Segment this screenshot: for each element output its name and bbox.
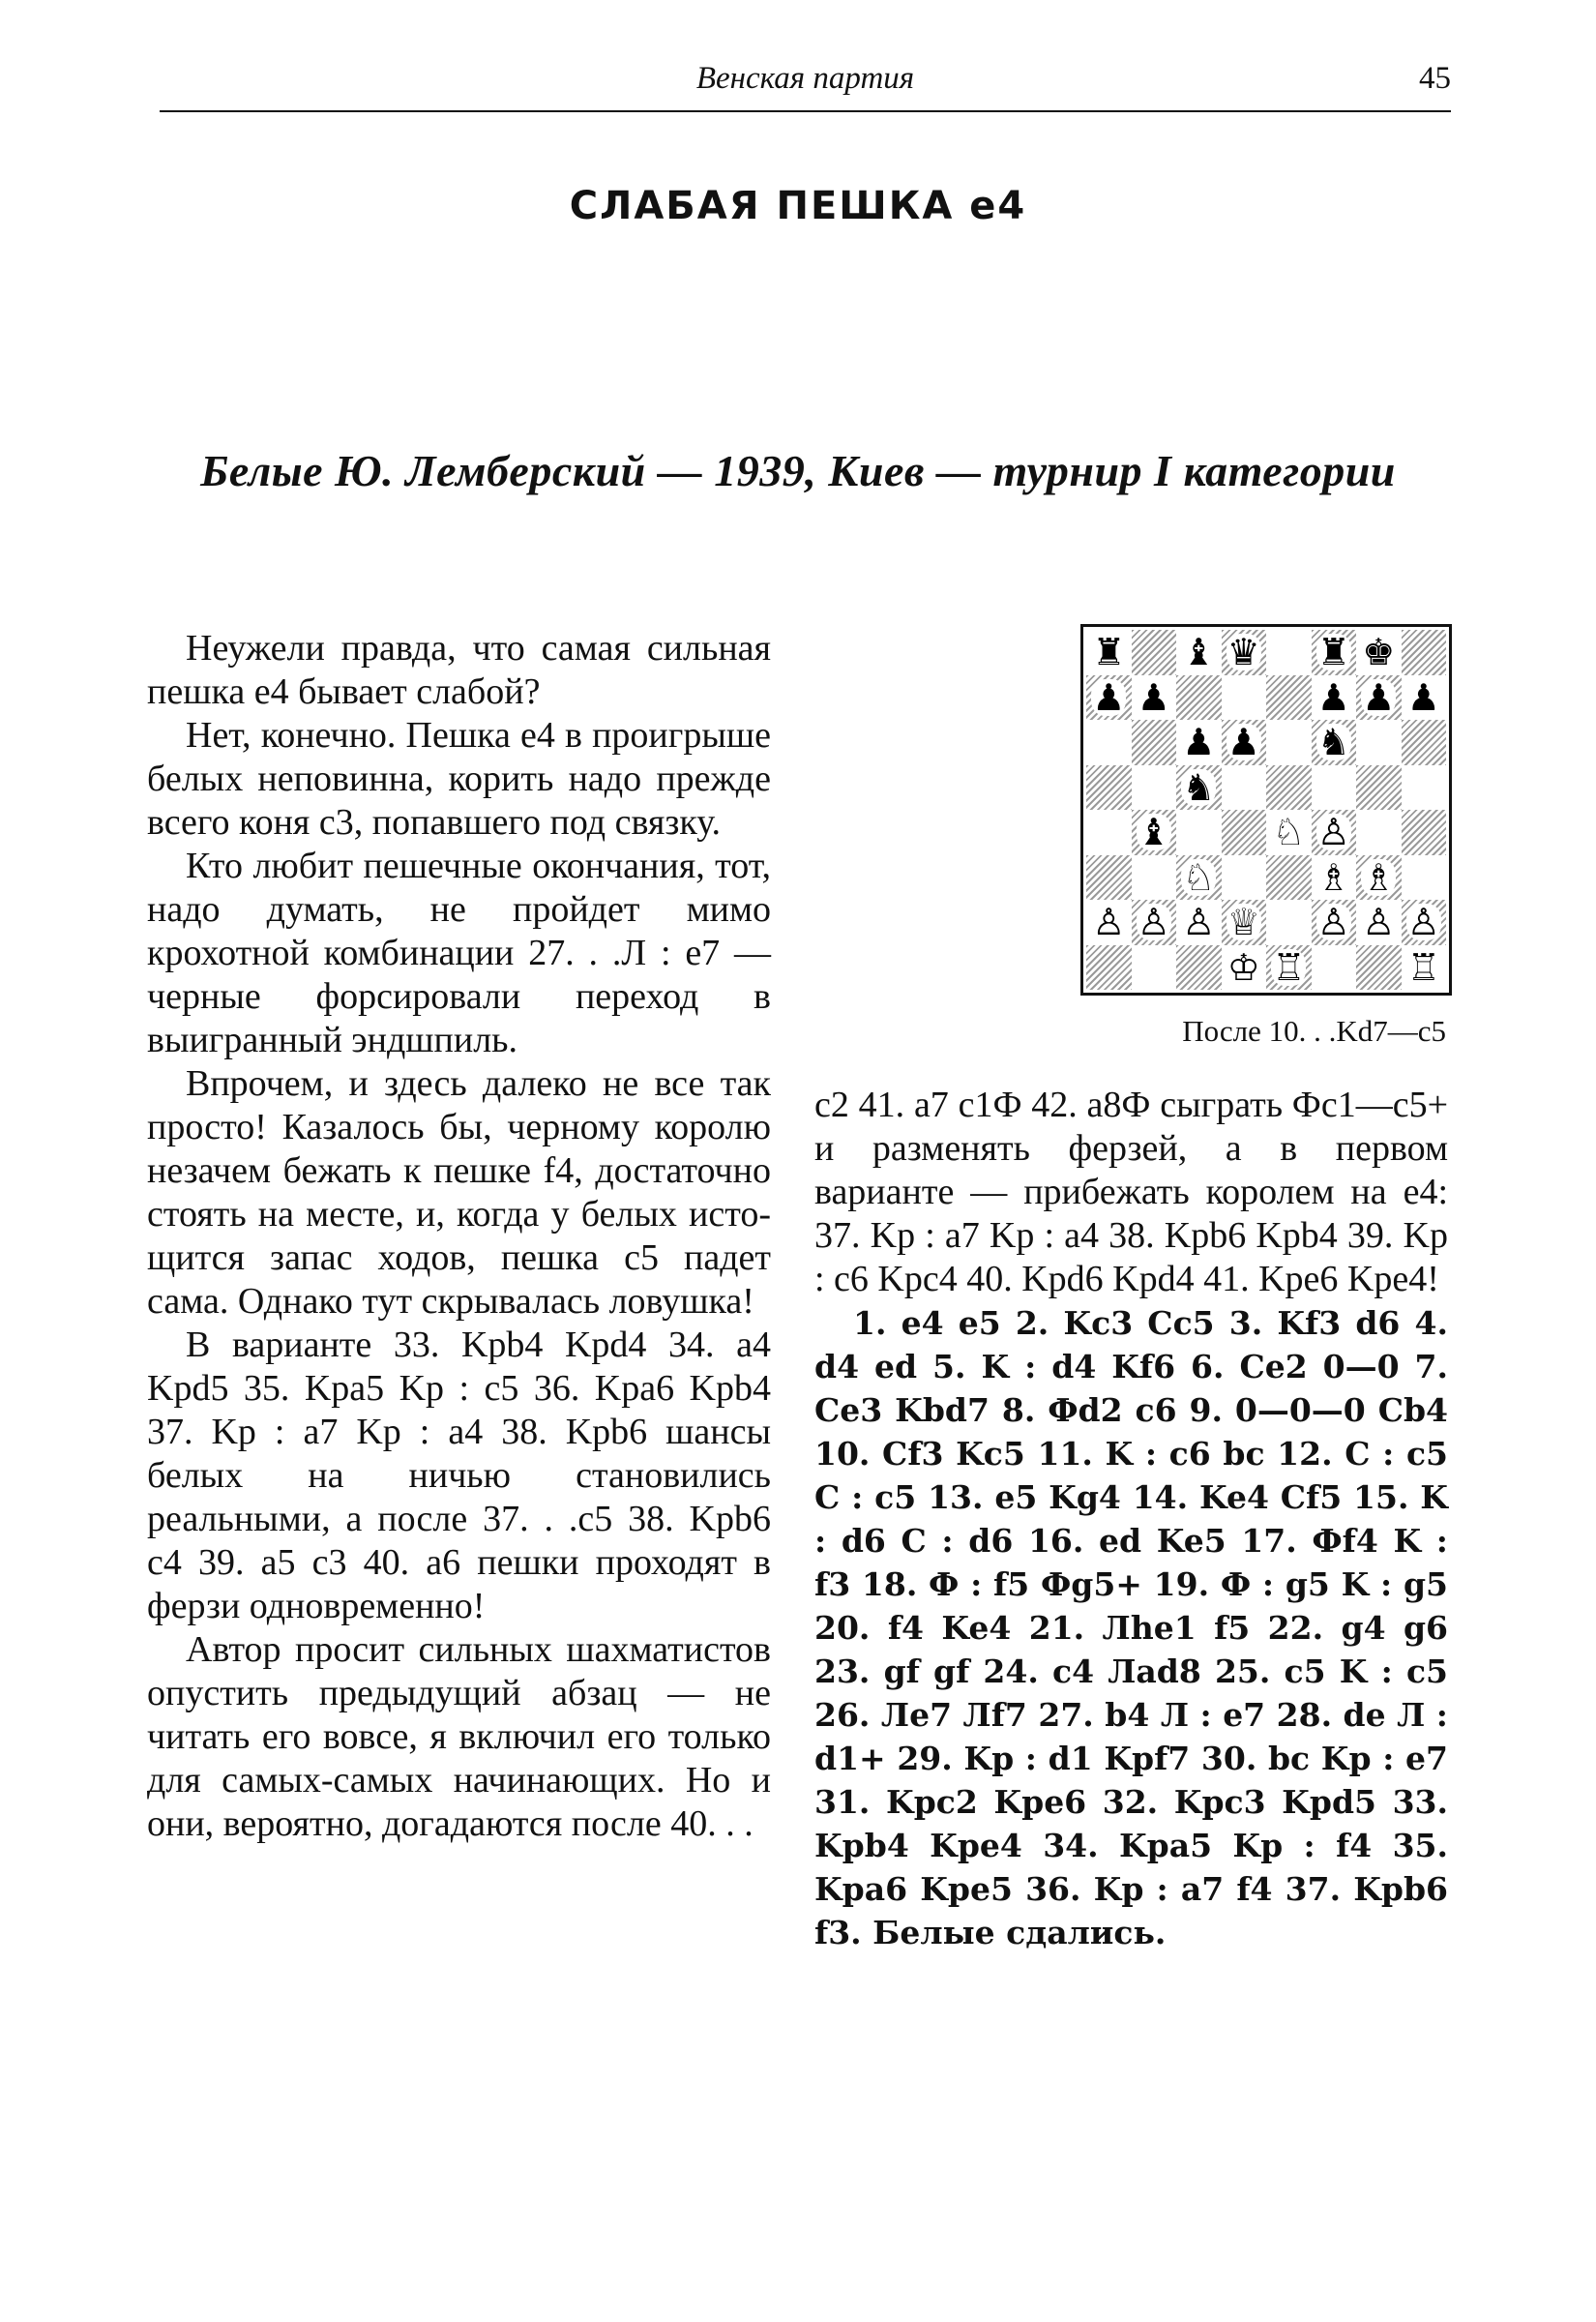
board-square	[1402, 855, 1447, 901]
chess-piece-icon: ♘	[1272, 811, 1306, 854]
board-square	[1132, 675, 1177, 721]
board-square	[1312, 855, 1357, 901]
board-square	[1176, 720, 1222, 765]
board-square	[1176, 675, 1222, 721]
chess-piece-icon: ♞	[1316, 721, 1350, 764]
chess-piece-icon: ♙	[1362, 901, 1396, 944]
board-square	[1132, 765, 1177, 811]
board-square	[1132, 855, 1177, 901]
header-rule	[160, 110, 1451, 112]
board-square	[1402, 945, 1447, 991]
board-square	[1312, 765, 1357, 811]
board-square	[1356, 630, 1402, 675]
board-square	[1312, 945, 1357, 991]
board-square	[1402, 720, 1447, 765]
chess-piece-icon: ♝	[1137, 811, 1170, 854]
board-square	[1356, 720, 1402, 765]
board-square	[1086, 720, 1132, 765]
board-square	[1266, 675, 1312, 721]
chess-piece-icon: ♗	[1362, 855, 1396, 899]
paragraph-continuation: с2 41. а7 с1Ф 42. а8Ф сыграть Фс1—с5+ и разменять ферзей, а в первом варианте — прибежать королем на е4: 37. Kp : a7 Kp : a4 38. Kpb6 Kpb4 39. Kp : c6 Kpc4 40. Kpd6 Kpd4 41. Kpe6 Kpe4!	[814, 1085, 1448, 1299]
chess-piece-icon: ♙	[1092, 901, 1126, 944]
board-square	[1222, 675, 1267, 721]
chess-piece-icon: ♙	[1182, 901, 1216, 944]
board-square	[1312, 720, 1357, 765]
board-square	[1086, 765, 1132, 811]
paragraph: Впрочем, и здесь далеко не все так просто! Казалось бы, черному королю незачем бежать к пешке f4, достаточно стоять на месте, и, когда у белых истощится запас ходов, пешка с5 падет сама. Однако тут скрывалась ловушка!	[147, 1063, 771, 1322]
chess-board	[1086, 630, 1446, 990]
board-square	[1176, 765, 1222, 811]
chess-piece-icon: ♜	[1092, 631, 1126, 674]
board-square	[1402, 675, 1447, 721]
paragraph: Неужели правда, что самая сильная пешка е4 бывает слабой?	[147, 628, 771, 712]
chess-piece-icon: ♟	[1316, 675, 1350, 719]
board-square	[1312, 630, 1357, 675]
board-square	[1402, 810, 1447, 855]
board-square	[1356, 810, 1402, 855]
board-square	[1222, 855, 1267, 901]
board-square	[1312, 675, 1357, 721]
board-square	[1266, 900, 1312, 945]
chess-piece-icon: ♛	[1227, 631, 1260, 674]
paragraph: Нет, конечно. Пешка е4 в проигрыше белых неповинна, корить надо прежде всего коня с3, попавшего под связку.	[147, 715, 771, 843]
game-heading: Белые Ю. Лемберский — 1939, Киев — турнир I категории	[200, 446, 1396, 495]
board-square	[1086, 900, 1132, 945]
board-square	[1176, 855, 1222, 901]
chess-piece-icon: ♗	[1316, 855, 1350, 899]
board-square	[1356, 765, 1402, 811]
diagram-caption: После 10. . .Kd7—c5	[1182, 1014, 1446, 1048]
board-square	[1222, 630, 1267, 675]
board-square	[1176, 945, 1222, 991]
paragraph: Кто любит пешечные окончания, тот, надо думать, не пройдет мимо крохотной комбинации 27. . .Л : е7 — черные форсировали переход в выигранный эндшпиль.	[147, 846, 771, 1060]
board-square	[1312, 900, 1357, 945]
board-square	[1132, 810, 1177, 855]
chess-diagram	[1080, 624, 1452, 996]
chess-piece-icon: ♔	[1227, 945, 1260, 989]
board-square	[1402, 900, 1447, 945]
chess-piece-icon: ♙	[1316, 811, 1350, 854]
left-column	[147, 627, 771, 1846]
chess-piece-icon: ♕	[1227, 901, 1260, 944]
board-square	[1086, 675, 1132, 721]
chapter-title: СЛАБАЯ ПЕШКА е4	[569, 184, 1027, 228]
paragraph: Автор просит сильных шахматистов опустить предыдущий абзац — не читать его вовсе, я включил его только для самых-самых начинающих. Но и они, вероятно, догадаются после 40. . .	[147, 1629, 771, 1844]
board-square	[1086, 810, 1132, 855]
board-square	[1356, 855, 1402, 901]
chess-piece-icon: ♟	[1362, 675, 1396, 719]
board-square	[1222, 810, 1267, 855]
chess-piece-icon: ♖	[1272, 945, 1306, 989]
chess-piece-icon: ♚	[1362, 631, 1396, 674]
board-square	[1312, 810, 1357, 855]
board-square	[1402, 630, 1447, 675]
board-square	[1266, 720, 1312, 765]
chess-piece-icon: ♜	[1316, 631, 1350, 674]
running-title: Венская партия	[695, 61, 915, 96]
board-square	[1222, 945, 1267, 991]
board-square	[1356, 675, 1402, 721]
board-square	[1176, 810, 1222, 855]
chess-piece-icon: ♘	[1182, 855, 1216, 899]
board-square	[1176, 900, 1222, 945]
board-square	[1132, 630, 1177, 675]
board-square	[1132, 945, 1177, 991]
chess-piece-icon: ♙	[1406, 901, 1440, 944]
chess-piece-icon: ♖	[1406, 945, 1440, 989]
board-square	[1222, 720, 1267, 765]
board-square	[1266, 630, 1312, 675]
board-square	[1132, 720, 1177, 765]
page-number: 45	[1419, 61, 1451, 96]
chess-piece-icon: ♟	[1182, 721, 1216, 764]
board-square	[1086, 855, 1132, 901]
paragraph: В варианте 33. Kpb4 Kpd4 34. а4 Kpd5 35. Kpa5 Kp : c5 36. Kpa6 Kpb4 37. Kp : a7 Kp : a4 38. Kpb6 шансы белых на ничью становились реальными, а после 37. . .с5 38. Kpb6 с4 39. а5 с3 40. а6 пешки проходят в ферзи одновременно!	[147, 1325, 771, 1626]
board-square	[1086, 945, 1132, 991]
board-square	[1222, 765, 1267, 811]
chess-piece-icon: ♞	[1182, 765, 1216, 809]
game-moves: 1. е4 е5 2. Kc3 Cc5 3. Kf3 d6 4. d4 ed 5. K : d4 Kf6 6. Ce2 0—0 7. Ce3 Kbd7 8. Фd2 c6 9. 0—0—0 Cb4 10. Cf3 Kc5 11. K : c6 bc 12. C : c5 C : c5 13. e5 Kg4 14. Ke4 Cf5 15. K : d6 C : d6 16. ed Ke5 17. Фf4 K : f3 18. Ф : f5 Фg5+ 19. Ф : g5 K : g5 20. f4 Ke4 21. Лhe1 f5 22. g4 g6 23. gf gf 24. c4 Лad8 25. c5 K : c5 26. Лe7 Лf7 27. b4 Л : e7 28. de Л : d1+ 29. Kp : d1 Kpf7 30. bc Kp : e7 31. Kpc2 Kpe6 32. Kpc3 Kpd5 33. Kpb4 Kpe4 34. Kpa5 Kp : f4 35. Kpa6 Kpe5 36. Kp : a7 f4 37. Kpb6 f3. Белые сдались.	[814, 1304, 1448, 1951]
board-square	[1086, 630, 1132, 675]
board-square	[1266, 855, 1312, 901]
board-square	[1222, 900, 1267, 945]
chess-piece-icon: ♟	[1137, 675, 1170, 719]
board-square	[1356, 945, 1402, 991]
board-square	[1402, 765, 1447, 811]
board-square	[1266, 810, 1312, 855]
chess-piece-icon: ♟	[1406, 675, 1440, 719]
right-column	[814, 1084, 1448, 1954]
chess-piece-icon: ♙	[1137, 901, 1170, 944]
board-square	[1132, 900, 1177, 945]
running-header	[160, 56, 1451, 101]
board-square	[1356, 900, 1402, 945]
board-square	[1176, 630, 1222, 675]
chess-piece-icon: ♟	[1227, 721, 1260, 764]
board-square	[1266, 945, 1312, 991]
chess-piece-icon: ♟	[1092, 675, 1126, 719]
chess-piece-icon: ♝	[1182, 631, 1216, 674]
chess-piece-icon: ♙	[1316, 901, 1350, 944]
board-square	[1266, 765, 1312, 811]
